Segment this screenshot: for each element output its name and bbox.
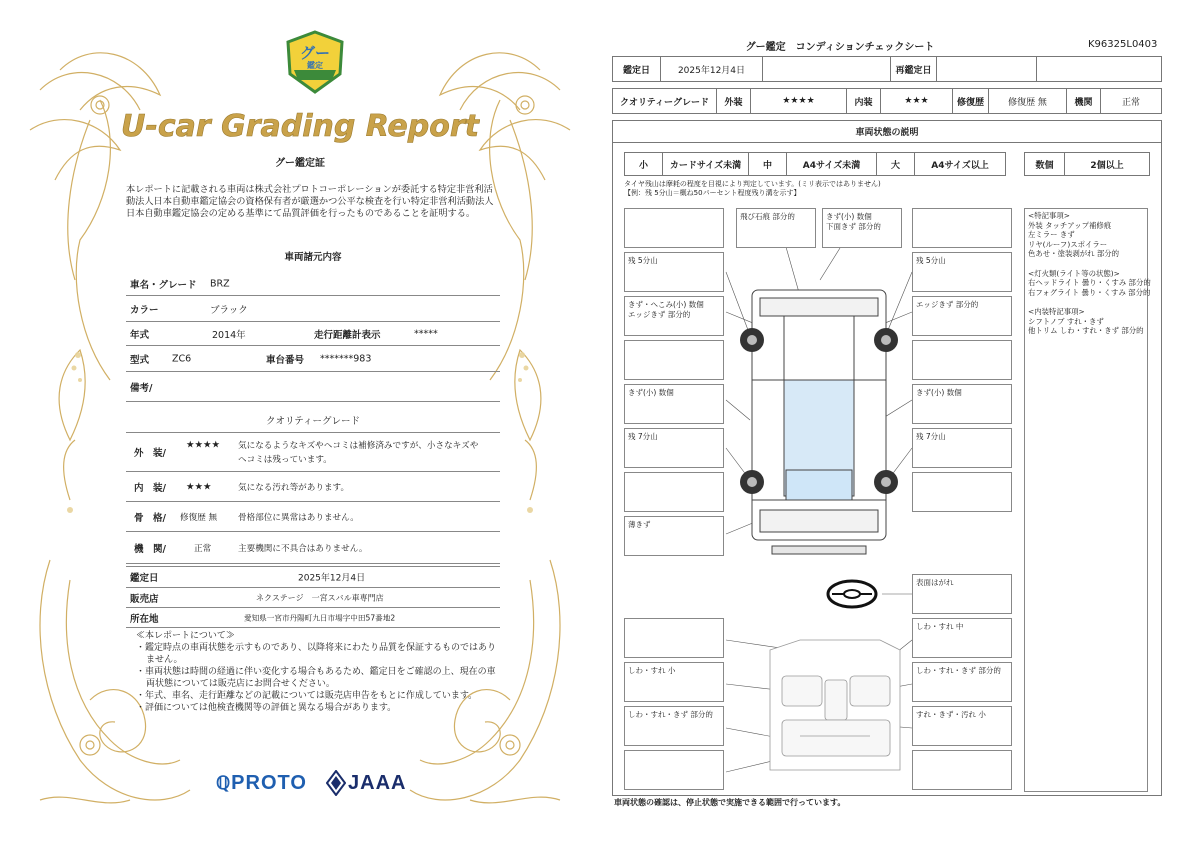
ext-stars: ★★★★ [751, 89, 847, 113]
reinspect-label: 再鑑定日 [891, 57, 937, 81]
frame-desc: 骨格部位に異常はありません。 [238, 512, 359, 523]
note-item: ・鑑定時点の車両状態を示すものであり、以降将来にわたり品質を保証するものではありません。 [136, 643, 497, 665]
callout-hood: 飛び石痕 部分的 [736, 208, 816, 248]
row-date [126, 566, 500, 588]
name-value: BRZ [210, 278, 230, 289]
color-label: カラー [130, 304, 159, 316]
inspect-date-label: 鑑定日 [613, 57, 661, 81]
special-line: 色あせ・塗装剥がれ 部分的 [1028, 249, 1120, 259]
interior-label: 内 装/ [134, 482, 166, 494]
size-legend [624, 152, 1006, 176]
date-value: 2025年12月4日 [298, 573, 366, 584]
special-line: <内装特記事項> [1028, 306, 1085, 316]
note-item: ・評価については他検査機関等の評価と異なる場合があります。 [136, 703, 397, 713]
repair-value: 修復歴 無 [989, 89, 1067, 113]
quality-label: クオリティーグレード [613, 89, 717, 113]
special-line: リヤ(ルーフ)スポイラー [1028, 239, 1108, 249]
special-notes [1024, 208, 1151, 792]
special-line: 外装 タッチアップ補修痕 [1028, 220, 1112, 230]
color-value: ブラック [210, 304, 248, 316]
note-item: ・車両状態は時間の経過に伴い変化する場合もあるため、鑑定日をご確認の上、現在の車両状態については販売店にお問合せください。 [136, 667, 496, 689]
callout-seat-1: しわ・すれ 中 [912, 618, 1012, 658]
callout-box [912, 208, 1012, 248]
year-value: 2014年 [212, 329, 246, 341]
reinspect-blank [1037, 57, 1161, 81]
dealer-label: 販売店 [130, 593, 159, 605]
mileage-label: 走行距離計表示 [314, 329, 381, 341]
engine-label: 機 関/ [134, 543, 166, 555]
special-line: 他トリム しわ・すれ・きず 部分的 [1028, 326, 1144, 336]
count-legend [1024, 152, 1150, 176]
callout-seat-4: しわ・すれ・きず 部分的 [624, 706, 724, 746]
frame-value: 修復歴 無 [180, 512, 218, 523]
spec-heading: 車両諸元内容 [284, 252, 342, 263]
row-interior [126, 472, 500, 502]
certificate-statement: 本レポートに記載される車両は株式会社プロトコーポレーションが委託する特定非営利活動法人日本自動車鑑定協会の資格保有者が厳選かつ公平な検査を行い特定非営利活動法人日本自動車鑑定協会の定める基準にて品質評価を行ったものであることを証明する。 [126, 184, 494, 219]
row-remarks [126, 372, 500, 402]
callout-right-front-tire: 残 5分山 [912, 252, 1012, 292]
date-label: 鑑定日 [130, 573, 159, 584]
engine-desc: 主要機関に不具合はありません。 [238, 543, 368, 554]
special-line: シフトノブ すれ・きず [1028, 316, 1104, 326]
callout-seat-3: しわ・すれ・きず 部分的 [912, 662, 1012, 702]
callout-left-front: きず・へこみ(小) 数個 エッジきず 部分的 [624, 296, 724, 336]
notes-heading: ≪本レポートについて≫ [136, 631, 235, 641]
model-label: 型式 [130, 354, 150, 366]
address-label: 所在地 [130, 613, 159, 625]
callout-left-rear: きず(小) 数個 [624, 384, 724, 424]
grade-heading: クオリティーグレード [265, 416, 361, 427]
sheet-title: グー鑑定 コンディションチェックシート [745, 42, 935, 53]
callout-box [624, 750, 724, 790]
callout-right-front: エッジきず 部分的 [912, 296, 1012, 336]
callout-box [624, 472, 724, 512]
exterior-stars: ★★★★ [186, 439, 221, 451]
engine-value: 正常 [1121, 97, 1140, 108]
callout-steering: 表面はがれ [912, 574, 1012, 614]
inspect-date-blank [763, 57, 891, 81]
ext-label: 外装 [717, 89, 751, 113]
remarks-label: 備考/ [130, 382, 153, 394]
interior-desc: 気になる汚れ等があります。 [238, 482, 350, 493]
special-line: 右フォグライト 曇り・くすみ 部分的 [1028, 287, 1151, 297]
legend-count: 数個 [1025, 153, 1065, 175]
legend-large-desc: A4サイズ以上 [931, 160, 989, 171]
callout-seat-5: すれ・きず・汚れ 小 [912, 706, 1012, 746]
special-line: <灯火類(ライト等の状態)> [1028, 268, 1120, 278]
exterior-desc-1: 気になるようなキズやヘコミは補修済みですが、小さなキズや [238, 441, 479, 451]
special-line: 右ヘッドライト 曇り・くすみ 部分的 [1028, 278, 1151, 288]
row-color [126, 296, 500, 322]
exterior-desc-2: ヘコミは残っています。 [238, 455, 332, 465]
row-name-grade [126, 272, 500, 296]
callout-seat-2: しわ・すれ 小 [624, 662, 724, 702]
svg-text:鑑定: 鑑定 [307, 61, 323, 70]
sheet-id: K96325L0403 [1088, 39, 1158, 50]
callout-box [912, 472, 1012, 512]
chassis-value: *******983 [320, 353, 372, 364]
model-value: ZC6 [172, 353, 192, 364]
name-label: 車名・グレード [130, 279, 197, 291]
callout-box [624, 340, 724, 380]
inspect-date-value: 2025年12月4日 [661, 57, 763, 81]
callout-box [912, 750, 1012, 790]
row-year-mileage [126, 322, 500, 346]
row-exterior [126, 432, 500, 472]
int-label: 内装 [847, 89, 881, 113]
goo-kantei-logo-icon [284, 30, 346, 94]
callout-left-rear-tire: 残 7分山 [624, 428, 724, 468]
proto-logo: ℚPROTO [216, 772, 307, 794]
callout-right-rear-tire: 残 7分山 [912, 428, 1012, 468]
row-model-chassis [126, 346, 500, 372]
address-value: 愛知県一宮市丹陽町九日市場字中田57番地2 [244, 613, 396, 622]
mileage-value: ***** [414, 328, 438, 339]
year-label: 年式 [130, 329, 150, 341]
date-row [612, 56, 1162, 82]
special-line: 左ミラー きず [1028, 230, 1075, 240]
jaaa-mark-icon [326, 770, 346, 796]
legend-count-desc: 2個以上 [1090, 160, 1124, 171]
report-notes [136, 630, 496, 714]
row-address [126, 608, 500, 628]
callout-left-front-tire: 残 5分山 [624, 252, 724, 292]
legend-large: 大 [877, 153, 915, 175]
legend-medium-desc: A4サイズ未満 [787, 153, 877, 175]
special-line: <特記事項> [1028, 211, 1070, 220]
note-item: ・年式、車名、走行距離などの記載については販売店申告をもとに作成しています。 [136, 691, 478, 701]
row-frame [126, 502, 500, 532]
callout-rear-bumper: 薄きず [624, 516, 724, 556]
quality-row [612, 88, 1162, 114]
frame-label: 骨 格/ [134, 512, 166, 524]
tire-note-1: タイヤ残山は摩耗の程度を目視により判定しています。(ミリ表示ではありません) [624, 180, 881, 188]
repair-label: 修復歴 [953, 89, 989, 113]
special-line [1028, 259, 1144, 269]
proto-mark-icon: ℚ [216, 773, 232, 793]
svg-text:グー: グー [299, 44, 331, 62]
legend-medium: 中 [749, 153, 787, 175]
int-stars: ★★★ [881, 89, 953, 113]
callout-box [912, 340, 1012, 380]
jaaa-logo: JAAA [348, 772, 407, 794]
engine-value: 正常 [194, 543, 212, 554]
row-engine [126, 532, 500, 564]
certificate-subtitle: グー鑑定証 [275, 158, 325, 169]
callout-right-rear: きず(小) 数個 [912, 384, 1012, 424]
svg-text:U-car Grading Report: U-car Grading Report [121, 109, 479, 144]
interior-stars: ★★★ [186, 481, 212, 492]
engine-label: 機関 [1067, 89, 1101, 113]
condition-check-sheet [600, 0, 1200, 848]
u-car-grading-report-title [120, 98, 480, 152]
dealer-value: ネクステージ 一宮スバル車専門店 [256, 593, 384, 602]
row-dealer [126, 588, 500, 608]
tire-note-2: 【例：残 5分山＝概ね50パーセント程度残り溝を示す】 [624, 189, 801, 197]
legend-small: 小 [625, 153, 663, 175]
exterior-label: 外 装/ [134, 448, 166, 459]
state-heading: 車両状態の説明 [613, 121, 1161, 143]
special-line [1028, 297, 1144, 307]
chassis-label: 車台番号 [266, 354, 305, 366]
sheet-footer-note: 車両状態の確認は、停止状態で実施できる範囲で行っています。 [614, 798, 846, 807]
callout-box [624, 208, 724, 248]
callout-roof: きず(小) 数個 下面きず 部分的 [822, 208, 902, 248]
reinspect-value [937, 57, 1037, 81]
legend-small-desc: カードサイズ未満 [663, 153, 749, 175]
callout-box [624, 618, 724, 658]
